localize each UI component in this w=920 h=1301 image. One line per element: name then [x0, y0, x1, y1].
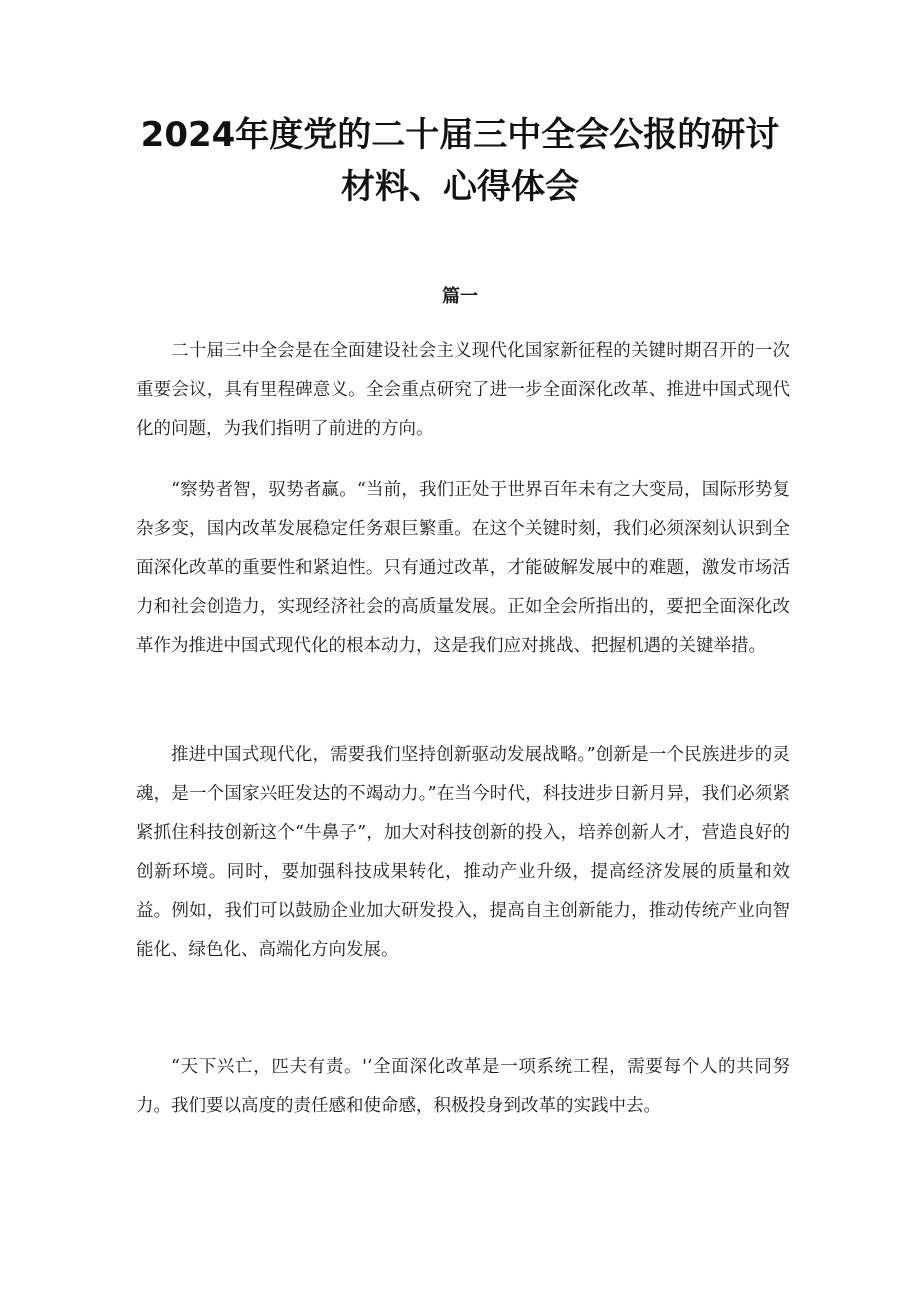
- section-heading: 篇一: [442, 286, 478, 307]
- paragraph-2: “察势者智，驭势者赢。“当前，我们正处于世界百年未有之大变局，国际形势复杂多变，国内改革发展稳定任务艰巨繁重。在这个关键时刻，我们必须深刻认识到全面深化改革的重要性和紧迫性。只有通过改革，才能破解发展中的难题，激发市场活力和社会创造力，实现经济社会的高质量发展。正如全会所指出的，要把全面深化改革作为推进中国式现代化的根本动力，这是我们应对挑战、把握机遇的关键举措。: [136, 480, 790, 656]
- paragraph-4: “天下兴亡，匹夫有责。'‘全面深化改革是一项系统工程，需要每个人的共同努力。我们要以高度的责任感和使命感，积极投身到改革的实践中去。: [136, 1057, 790, 1116]
- document-title-line-1: 2024年度党的二十届三中全会公报的研讨: [140, 115, 780, 155]
- document-title-line-2: 材料、心得体会: [341, 167, 579, 207]
- paragraph-1: 二十届三中全会是在全面建设社会主义现代化国家新征程的关键时期召开的一次重要会议，具有里程碑意义。全会重点研究了进一步全面深化改革、推进中国式现代化的问题，为我们指明了前进的方向。: [136, 341, 790, 439]
- paragraph-3: 推进中国式现代化，需要我们坚持创新驱动发展战略。”创新是一个民族进步的灵魂，是一个国家兴旺发达的不竭动力。”在当今时代，科技进步日新月异，我们必须紧紧抓住科技创新这个“牛鼻子”，加大对科技创新的投入，培养创新人才，营造良好的创新环境。同时，要加强科技成果转化，推动产业升级，提高经济发展的质量和效益。例如，我们可以鼓励企业加大研发投入，提高自主创新能力，推动传统产业向智能化、绿色化、高端化方向发展。: [136, 745, 790, 960]
